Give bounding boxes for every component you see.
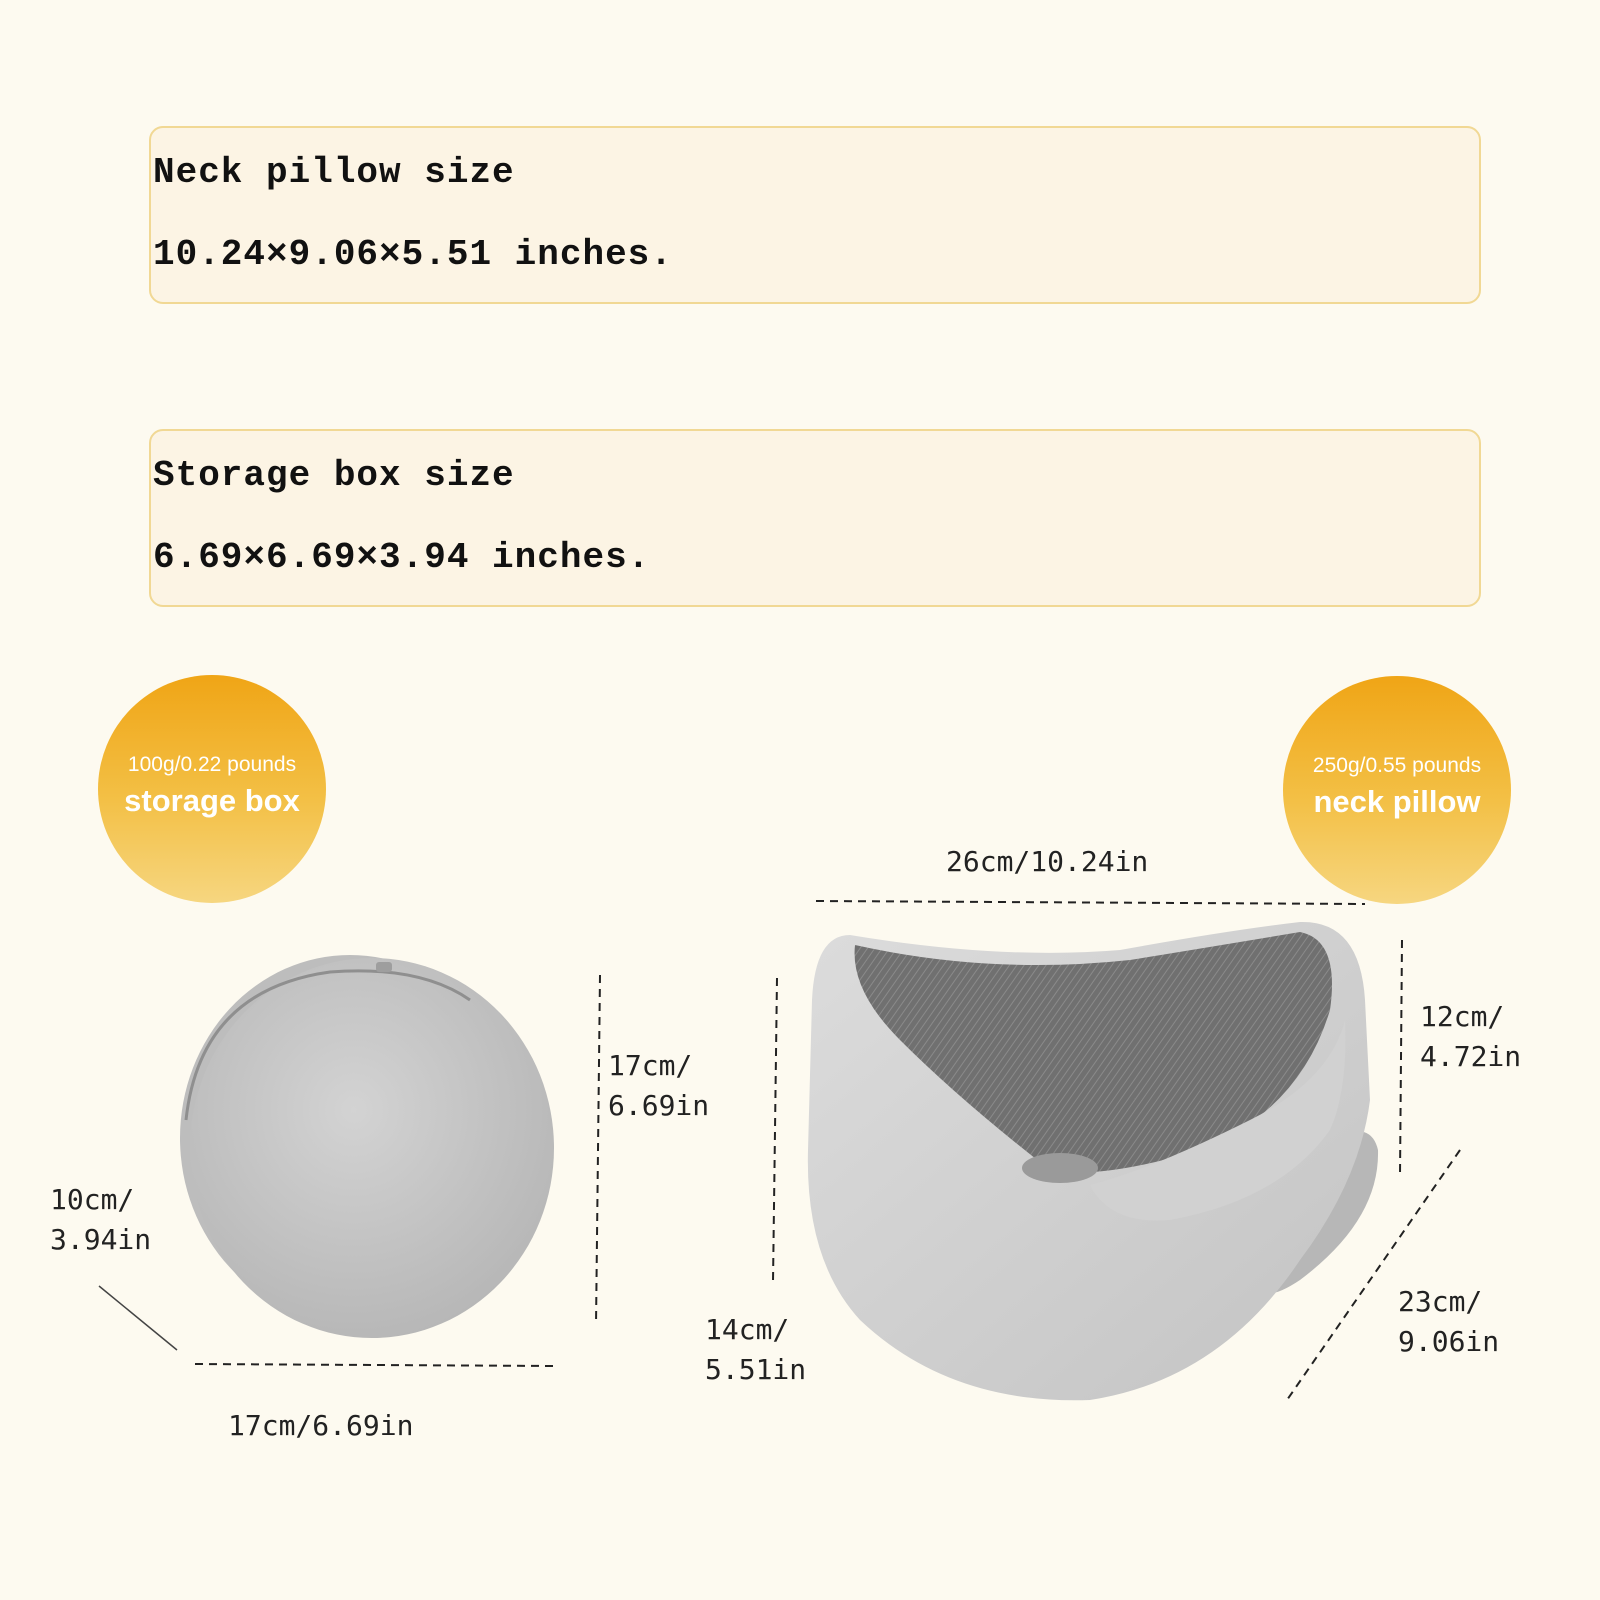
storage-width-line: [195, 1364, 555, 1366]
pillow-width-label: 26cm/10.24in: [946, 845, 1149, 878]
storage-height-line: [596, 975, 600, 1325]
storage-depth-label: 10cm/ 3.94in: [50, 1183, 152, 1256]
storage-depth-line: [99, 1286, 177, 1350]
storage-box-size-value: 6.69×6.69×3.94 inches.: [153, 537, 651, 578]
pillow-width-line: [816, 901, 1365, 904]
pillow-rear-height-line: [1400, 940, 1402, 1175]
storage-box-weight-badge: [98, 675, 326, 903]
neck-pillow-size-value: 10.24×9.06×5.51 inches.: [153, 234, 673, 275]
storage-case-illustration: [180, 955, 554, 1338]
neck-pillow-weight-badge: [1283, 676, 1511, 904]
pillow-rear-height-label: 12cm/ 4.72in: [1420, 1000, 1522, 1073]
pillow-depth-label: 23cm/ 9.06in: [1398, 1285, 1500, 1358]
storage-height-label: 17cm/ 6.69in: [608, 1049, 710, 1122]
neck-pillow-size-title: Neck pillow size: [153, 152, 515, 193]
neck-pillow-label: neck pillow: [1313, 784, 1481, 819]
storage-box-size-title: Storage box size: [153, 455, 515, 496]
neck-pillow-illustration: [808, 922, 1378, 1400]
storage-width-label: 17cm/6.69in: [228, 1409, 414, 1442]
storage-box-label: storage box: [124, 783, 300, 818]
pillow-front-height-label: 14cm/ 5.51in: [705, 1313, 807, 1386]
neck-pillow-weight: 250g/0.55 pounds: [1312, 754, 1482, 777]
pillow-front-height-line: [773, 978, 777, 1282]
storage-box-weight: 100g/0.22 pounds: [127, 753, 297, 776]
